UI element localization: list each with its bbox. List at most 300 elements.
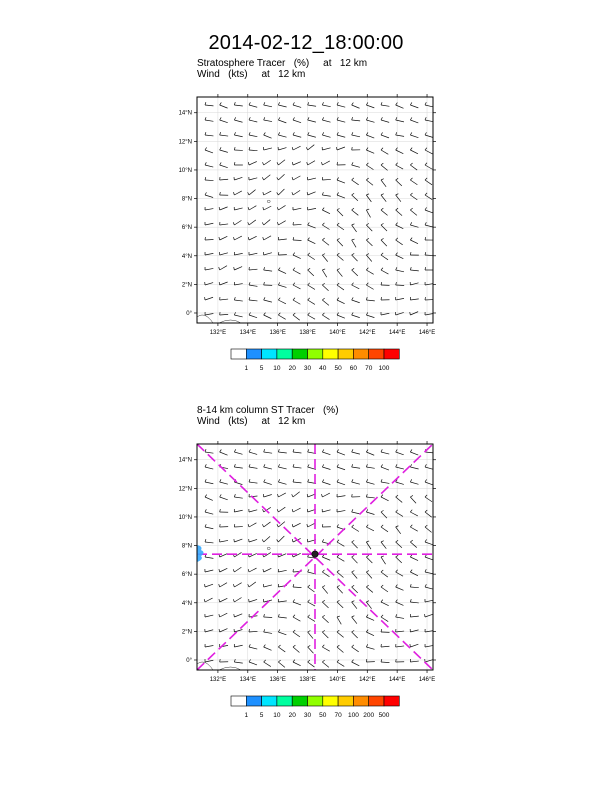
wind-barb-flag — [205, 479, 206, 482]
wind-barb-flag — [248, 207, 249, 210]
wind-barb-flag — [396, 267, 397, 270]
wind-barb-staff — [278, 662, 285, 667]
wind-barb-flag — [410, 208, 412, 210]
wind-barb-flag — [366, 194, 369, 195]
wind-barb-flag — [220, 192, 221, 195]
colorbar-label: 5 — [259, 365, 264, 372]
wind-barb-staff — [308, 617, 315, 621]
wind-barb-flag — [410, 312, 411, 315]
wind-barb-staff — [205, 239, 213, 240]
wind-barb-flag — [381, 208, 383, 210]
wind-barb-staff — [278, 601, 286, 602]
wind-barb-flag — [322, 479, 323, 482]
wind-barb-staff — [293, 452, 301, 453]
wind-barb-staff — [396, 512, 403, 516]
wind-barb-staff — [322, 120, 330, 122]
x-tick-label: 136°E — [269, 677, 286, 683]
wind-barb-staff — [322, 662, 329, 667]
wind-barb-flag — [366, 254, 369, 255]
wind-barb-flag — [234, 237, 235, 240]
wind-barb-staff — [410, 150, 418, 154]
wind-barb-flag — [396, 464, 397, 467]
wind-barb-flag — [381, 556, 384, 557]
wind-barb-flag — [263, 192, 264, 195]
wind-barb-staff — [352, 135, 360, 137]
colorbar-swatch — [338, 349, 353, 359]
wind-barb-flag — [205, 162, 206, 165]
wind-barb-flag — [308, 298, 310, 300]
wind-barb-staff — [308, 662, 315, 667]
wind-barb-flag — [352, 571, 355, 572]
wind-barb-staff — [322, 315, 329, 320]
wind-barb-flag — [292, 192, 293, 195]
wind-barb-staff — [264, 175, 271, 180]
wind-barb-staff — [249, 220, 256, 225]
wind-barb-staff — [396, 240, 403, 245]
y-tick-label: 4°N — [181, 253, 192, 260]
wind-barb-staff — [410, 557, 418, 561]
wind-barb-staff — [396, 587, 404, 590]
panel1-subtitle-line1: Stratosphere Tracer (%) at 12 km — [197, 58, 368, 69]
wind-barb-flag — [352, 494, 353, 497]
wind-barb-staff — [352, 467, 360, 468]
wind-barb-staff — [337, 195, 345, 198]
tracer-contour — [267, 547, 270, 549]
colorbar-swatch — [246, 349, 261, 359]
panel1-subtitle-line2: Wind (kts) at 12 km — [197, 69, 306, 80]
wind-barb-staff — [352, 195, 358, 201]
wind-barb-staff — [278, 315, 285, 319]
wind-barb-flag — [352, 479, 353, 482]
wind-barb-staff — [381, 557, 386, 564]
wind-barb-staff — [220, 135, 228, 136]
wind-barb-flag — [410, 132, 412, 135]
wind-barb-flag — [410, 267, 411, 270]
wind-barb-staff — [234, 300, 242, 301]
wind-barb-staff — [293, 135, 301, 137]
wind-barb-staff — [322, 285, 328, 291]
x-tick-label: 132°E — [209, 677, 227, 683]
wind-barb-staff — [220, 568, 228, 572]
wind-barb-staff — [220, 120, 228, 123]
wind-barb-flag — [410, 193, 412, 195]
wind-barb-flag — [293, 615, 295, 617]
wind-barb-flag — [308, 479, 309, 482]
wind-barb-flag — [205, 117, 206, 120]
colorbar-swatch — [323, 349, 338, 359]
wind-barb-flag — [308, 615, 310, 617]
wind-barb-staff — [220, 236, 228, 240]
wind-barb-staff — [293, 105, 301, 107]
wind-barb-staff — [293, 285, 301, 289]
wind-barb-flag — [234, 494, 235, 497]
wind-barb-flag — [366, 571, 369, 572]
wind-barb-flag — [410, 525, 412, 527]
wind-barb-flag — [381, 449, 382, 452]
wind-barb-staff — [352, 285, 360, 289]
colorbar-swatch — [323, 696, 338, 706]
wind-barb-flag — [234, 312, 235, 315]
wind-barb-flag — [425, 222, 426, 225]
wind-barb-flag — [425, 148, 427, 150]
wind-barb-staff — [234, 510, 242, 512]
tracer-contour — [197, 315, 213, 323]
wind-barb-staff — [293, 523, 301, 527]
colorbar-label: 100 — [378, 365, 390, 372]
wind-barb-staff — [205, 283, 213, 285]
colorbar-label: 5 — [259, 712, 264, 719]
wind-barb-flag — [249, 117, 250, 120]
wind-barb-staff — [352, 270, 358, 276]
wind-barb-flag — [381, 570, 383, 572]
wind-barb-staff — [425, 195, 432, 200]
wind-barb-flag — [352, 585, 354, 587]
wind-barb-staff — [293, 602, 301, 605]
wind-barb-flag — [278, 132, 279, 135]
wind-barb-staff — [352, 632, 358, 638]
wind-barb-staff — [322, 240, 329, 245]
wind-barb-staff — [234, 105, 242, 106]
wind-barb-flag — [352, 449, 353, 452]
wind-barb-staff — [205, 268, 213, 270]
wind-barb-staff — [220, 299, 228, 300]
wind-barb-flag — [352, 178, 354, 180]
wind-barb-flag — [322, 586, 325, 587]
wind-barb-staff — [410, 467, 418, 469]
wind-barb-flag — [352, 555, 355, 557]
wind-barb-staff — [322, 105, 330, 107]
wind-barb-staff — [381, 270, 388, 274]
wind-barb-flag — [249, 147, 250, 150]
wind-barb-staff — [410, 312, 418, 315]
wind-barb-staff — [425, 572, 433, 574]
wind-barb-staff — [264, 236, 271, 240]
wind-barb-staff — [337, 147, 345, 150]
wind-barb-flag — [396, 614, 397, 617]
wind-barb-staff — [264, 206, 272, 210]
wind-barb-staff — [234, 208, 242, 210]
wind-barb-staff — [322, 135, 330, 137]
wind-barb-staff — [308, 240, 316, 244]
wind-barb-staff — [234, 645, 242, 647]
wind-barb-staff — [205, 180, 213, 181]
wind-barb-staff — [293, 146, 301, 150]
wind-barb-flag — [205, 102, 206, 105]
colorbar-swatch — [369, 349, 384, 359]
wind-barb-flag — [396, 540, 398, 542]
wind-barb-flag — [292, 539, 293, 542]
wind-barb-flag — [308, 449, 309, 452]
wind-barb-staff — [249, 539, 257, 542]
wind-barb-flag — [396, 208, 398, 210]
wind-barb-flag — [292, 177, 293, 180]
wind-barb-staff — [410, 644, 418, 647]
wind-barb-staff — [234, 253, 242, 255]
wind-barb-flag — [396, 117, 397, 120]
tracer-contour — [267, 200, 270, 202]
wind-barb-flag — [396, 659, 397, 662]
colorbar-swatch — [262, 696, 277, 706]
wind-barb-staff — [249, 662, 257, 665]
wind-barb-staff — [249, 190, 256, 195]
wind-barb-flag — [293, 102, 294, 105]
wind-barb-flag — [205, 449, 206, 452]
wind-barb-staff — [352, 165, 360, 167]
wind-barb-staff — [293, 190, 300, 195]
wind-barb-staff — [337, 105, 345, 107]
wind-barb-flag — [410, 495, 413, 497]
wind-barb-staff — [425, 587, 433, 589]
wind-barb-staff — [293, 492, 300, 497]
wind-barb-staff — [205, 253, 213, 255]
wind-barb-flag — [248, 524, 249, 527]
x-tick-label: 138°E — [299, 677, 316, 683]
wind-barb-flag — [219, 614, 220, 617]
wind-barb-staff — [425, 600, 433, 602]
wind-barb-flag — [278, 660, 280, 662]
wind-barb-flag — [293, 645, 295, 647]
wind-barb-flag — [233, 584, 234, 587]
crosshair — [197, 444, 433, 670]
wind-barb-staff — [234, 614, 242, 617]
wind-barb-staff — [425, 135, 433, 138]
wind-barb-staff — [205, 452, 213, 453]
wind-barb-staff — [234, 267, 242, 270]
wind-barb-flag — [410, 163, 412, 165]
wind-barb-staff — [308, 105, 316, 106]
wind-barb-staff — [352, 120, 360, 121]
wind-barb-flag — [366, 209, 369, 210]
wind-barb-staff — [278, 189, 284, 195]
wind-barb-staff — [337, 496, 345, 497]
wind-barb-staff — [278, 570, 286, 572]
colorbar-label: 20 — [288, 365, 296, 372]
wind-barb-staff — [234, 191, 241, 195]
wind-barb-staff — [220, 253, 228, 255]
wind-barb-staff — [234, 177, 242, 180]
wind-barb-staff — [220, 598, 228, 602]
wind-barb-staff — [278, 452, 286, 453]
colorbar-swatch — [384, 696, 399, 706]
wind-barb-flag — [381, 268, 383, 270]
wind-barb-flag — [308, 102, 309, 105]
wind-barb-flag — [205, 539, 206, 542]
wind-barb-flag — [293, 599, 295, 602]
wind-barb-staff — [264, 522, 271, 527]
panel1-map — [0, 85, 612, 385]
wind-barb-flag — [264, 449, 265, 452]
wind-barb-flag — [292, 494, 293, 497]
wind-barb-flag — [248, 162, 249, 165]
wind-barb-staff — [322, 148, 330, 150]
wind-barb-flag — [278, 449, 279, 452]
wind-barb-staff — [425, 150, 433, 154]
wind-barb-flag — [293, 283, 295, 285]
wind-barb-flag — [249, 132, 250, 135]
wind-barb-staff — [220, 165, 228, 168]
colorbar-swatch — [369, 696, 384, 706]
wind-barb-flag — [410, 510, 412, 512]
wind-barb-flag — [366, 601, 369, 602]
wind-barb-flag — [396, 178, 398, 180]
wind-barb-staff — [220, 613, 228, 617]
wind-barb-flag — [321, 162, 322, 165]
wind-barb-flag — [322, 645, 324, 647]
wind-barb-flag — [264, 479, 265, 482]
wind-barb-staff — [234, 482, 242, 485]
wind-barb-flag — [262, 524, 263, 527]
wind-barb-staff — [278, 174, 284, 180]
wind-barb-flag — [293, 479, 294, 482]
wind-barb-staff — [352, 572, 358, 578]
wind-barb-flag — [233, 569, 234, 572]
colorbar-swatch — [277, 696, 292, 706]
wind-barb-staff — [410, 497, 416, 503]
wind-barb-flag — [263, 162, 264, 165]
wind-barb-staff — [425, 482, 433, 485]
wind-barb-staff — [264, 315, 272, 319]
wind-barb-staff — [264, 632, 272, 633]
wind-barb-flag — [381, 223, 384, 225]
wind-barb-staff — [425, 105, 433, 107]
wind-barb-staff — [337, 225, 344, 230]
wind-barb-staff — [249, 582, 256, 587]
wind-barb-flag — [220, 162, 222, 165]
wind-barb-flag — [425, 102, 426, 105]
colorbar-label: 1 — [244, 365, 249, 372]
wind-barb-flag — [233, 222, 234, 225]
wind-barb-staff — [249, 236, 257, 240]
wind-barb-flag — [220, 147, 221, 150]
wind-barb-flag — [278, 298, 280, 300]
wind-barb-flag — [263, 569, 264, 572]
wind-barb-staff — [410, 180, 417, 185]
wind-barb-staff — [396, 210, 402, 216]
wind-barb-flag — [262, 177, 263, 180]
wind-barb-staff — [337, 240, 343, 246]
colorbar-label: 50 — [319, 712, 327, 719]
wind-barb-staff — [322, 632, 328, 638]
wind-barb-staff — [322, 161, 329, 165]
wind-barb-flag — [220, 659, 221, 662]
wind-barb-staff — [278, 120, 286, 123]
wind-barb-staff — [293, 632, 300, 637]
y-tick-label: 14°N — [178, 110, 192, 117]
wind-barb-flag — [308, 222, 310, 225]
wind-barb-flag — [352, 283, 354, 285]
y-tick-label: 2°N — [181, 629, 192, 636]
wind-barb-staff — [308, 523, 316, 527]
wind-barb-flag — [263, 237, 264, 240]
y-tick-label: 12°N — [178, 139, 192, 146]
wind-barb-staff — [352, 482, 360, 484]
wind-barb-flag — [220, 479, 221, 482]
colorbar-swatch — [292, 349, 307, 359]
wind-barb-staff — [352, 180, 359, 185]
wind-barb-staff — [249, 206, 256, 210]
wind-barb-staff — [264, 135, 272, 138]
wind-barb-staff — [293, 176, 300, 180]
wind-barb-staff — [425, 645, 433, 647]
wind-barb-flag — [292, 162, 293, 165]
wind-barb-staff — [278, 205, 285, 210]
wind-barb-staff — [293, 315, 300, 320]
wind-barb-flag — [205, 509, 206, 512]
wind-barb-flag — [322, 449, 324, 452]
wind-barb-staff — [249, 105, 257, 107]
wind-barb-flag — [205, 524, 206, 527]
wind-barb-staff — [264, 191, 272, 195]
wind-barb-flag — [220, 509, 221, 512]
wind-barb-flag — [352, 147, 353, 150]
wind-barb-flag — [410, 117, 412, 120]
wind-barb-staff — [278, 647, 285, 652]
wind-barb-flag — [219, 207, 220, 210]
wind-barb-flag — [352, 253, 355, 255]
wind-barb-staff — [293, 508, 301, 512]
wind-barb-staff — [410, 527, 417, 531]
wind-barb-staff — [322, 270, 326, 277]
wind-barb-staff — [293, 270, 300, 274]
wind-barb-staff — [396, 105, 404, 108]
wind-barb-flag — [381, 179, 384, 180]
wind-barb-staff — [249, 300, 257, 301]
wind-barb-flag — [308, 117, 309, 120]
wind-barb-staff — [278, 285, 286, 287]
wind-barb-staff — [264, 160, 271, 165]
wind-barb-staff — [381, 646, 389, 647]
wind-barb-flag — [425, 132, 426, 135]
y-tick-label: 8°N — [181, 543, 192, 550]
wind-barb-flag — [322, 464, 323, 467]
y-tick-label: 10°N — [178, 167, 192, 174]
wind-barb-staff — [381, 662, 389, 663]
wind-barb-staff — [410, 240, 418, 244]
wind-barb-flag — [322, 615, 324, 617]
wind-barb-staff — [352, 542, 358, 548]
wind-barb-staff — [278, 493, 285, 497]
y-tick-label: 8°N — [181, 196, 192, 203]
wind-barb-staff — [293, 208, 301, 210]
wind-barb-flag — [381, 510, 384, 512]
wind-barb-staff — [220, 207, 228, 210]
wind-barb-flag — [410, 238, 412, 240]
wind-barb-staff — [264, 105, 272, 107]
wind-barb-staff — [205, 557, 213, 558]
wind-barb-staff — [410, 452, 418, 455]
wind-barb-flag — [234, 162, 235, 165]
tracer-fill-blob — [197, 545, 204, 562]
colorbar-label: 200 — [363, 712, 375, 719]
wind-barb-flag — [410, 540, 412, 542]
wind-barb-staff — [205, 497, 213, 500]
y-tick-label: 4°N — [181, 600, 192, 607]
colorbar-label: 1 — [244, 712, 249, 719]
wind-barb-flag — [352, 464, 353, 467]
colorbar-swatch — [277, 349, 292, 359]
wind-barb-staff — [366, 482, 374, 484]
wind-barb-staff — [337, 647, 343, 653]
wind-barb-staff — [264, 120, 272, 122]
wind-barb-flag — [352, 540, 355, 542]
wind-barb-staff — [249, 120, 257, 122]
wind-barb-flag — [352, 239, 355, 240]
wind-barb-flag — [322, 539, 323, 542]
wind-barb-staff — [249, 150, 257, 151]
x-tick-label: 138°E — [299, 330, 316, 336]
wind-barb-flag — [381, 541, 384, 542]
wind-barb-staff — [410, 630, 418, 632]
